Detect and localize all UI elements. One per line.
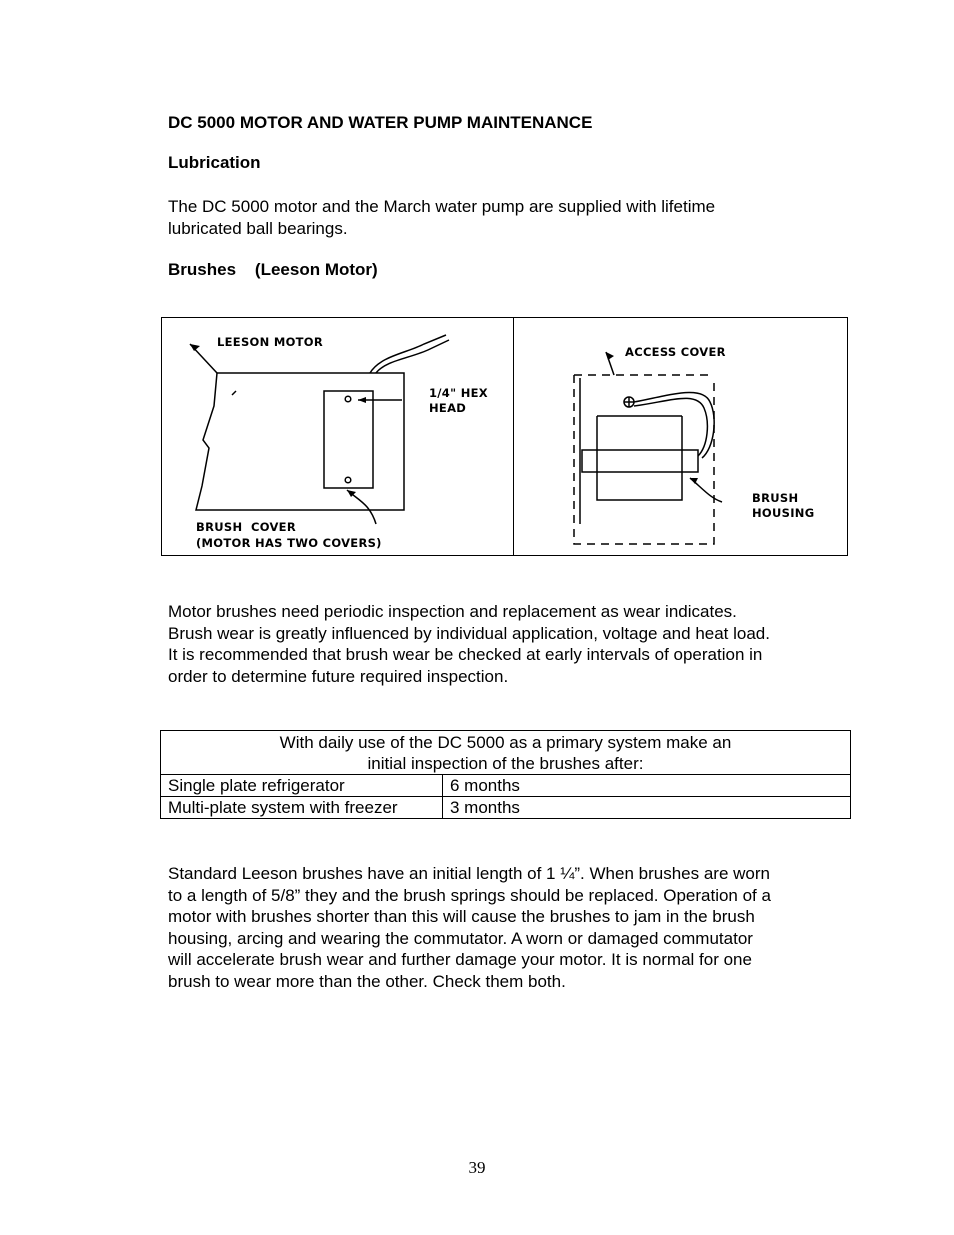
paragraph-line: brush to wear more than the other. Check them both. xyxy=(168,971,566,991)
hex-head-label-line1: 1/4" HEX xyxy=(429,386,488,400)
interval-cell: 3 months xyxy=(443,797,851,819)
paragraph-line: will accelerate brush wear and further damage your motor. It is normal for one xyxy=(168,950,752,969)
access-cover-label: ACCESS COVER xyxy=(625,345,726,359)
brush-cover-label-line1: BRUSH COVER xyxy=(196,520,296,534)
paragraph-line: The DC 5000 motor and the March water pump are supplied with lifetime xyxy=(168,197,716,216)
table-header-row xyxy=(161,731,851,775)
paragraph-line: housing, arcing and wearing the commutator. A worn or damaged commutator xyxy=(168,928,753,948)
paragraph-line: to a length of 5/8” they and the brush springs should be replaced. Operation of a xyxy=(168,885,771,905)
interval-cell: 6 months xyxy=(443,775,851,797)
table-header-cell xyxy=(161,731,851,775)
table-row xyxy=(161,775,851,797)
brush-diagram-figure xyxy=(161,317,848,556)
paragraph-line: Motor brushes need periodic inspection and replacement as wear indicates. xyxy=(168,602,737,621)
table-header-line2: initial inspection of the brushes after: xyxy=(367,754,644,773)
standard-brushes-paragraph xyxy=(168,863,771,992)
inspection-paragraph xyxy=(168,601,770,687)
leeson-motor-drawing xyxy=(190,335,449,524)
lubrication-paragraph xyxy=(168,196,715,239)
table-row xyxy=(161,797,851,819)
inspection-schedule-table xyxy=(160,730,851,819)
brush-diagram xyxy=(162,318,849,557)
brush-housing-drawing xyxy=(574,352,722,544)
brush-housing-label-line2: HOUSING xyxy=(752,506,815,520)
paragraph-line: Brush wear is greatly influenced by individual application, voltage and heat load. xyxy=(168,623,770,643)
table-header-line1: With daily use of the DC 5000 as a primary system make an xyxy=(279,733,732,752)
page-title: DC 5000 MOTOR AND WATER PUMP MAINTENANCE xyxy=(168,113,593,132)
brush-housing-label-line1: BRUSH xyxy=(752,491,799,505)
system-cell: Single plate refrigerator xyxy=(161,775,443,797)
paragraph-line: Standard Leeson brushes have an initial length of 1 ¼”. When brushes are worn xyxy=(168,864,770,883)
paragraph-line: It is recommended that brush wear be checked at early intervals of operation in xyxy=(168,645,763,664)
paragraph-line: motor with brushes shorter than this will cause the brushes to jam in the brush xyxy=(168,907,755,926)
hex-head-label-line2: HEAD xyxy=(429,401,467,415)
brushes-heading: Brushes (Leeson Motor) xyxy=(168,260,378,279)
lubrication-heading: Lubrication xyxy=(168,153,261,172)
page-number: 39 xyxy=(468,1158,486,1177)
system-cell: Multi-plate system with freezer xyxy=(161,797,443,819)
paragraph-line: lubricated ball bearings. xyxy=(168,218,348,238)
brush-cover-label-line2: (MOTOR HAS TWO COVERS) xyxy=(196,536,382,550)
paragraph-line: order to determine future required inspection. xyxy=(168,666,509,686)
leeson-motor-label: LEESON MOTOR xyxy=(217,335,324,349)
